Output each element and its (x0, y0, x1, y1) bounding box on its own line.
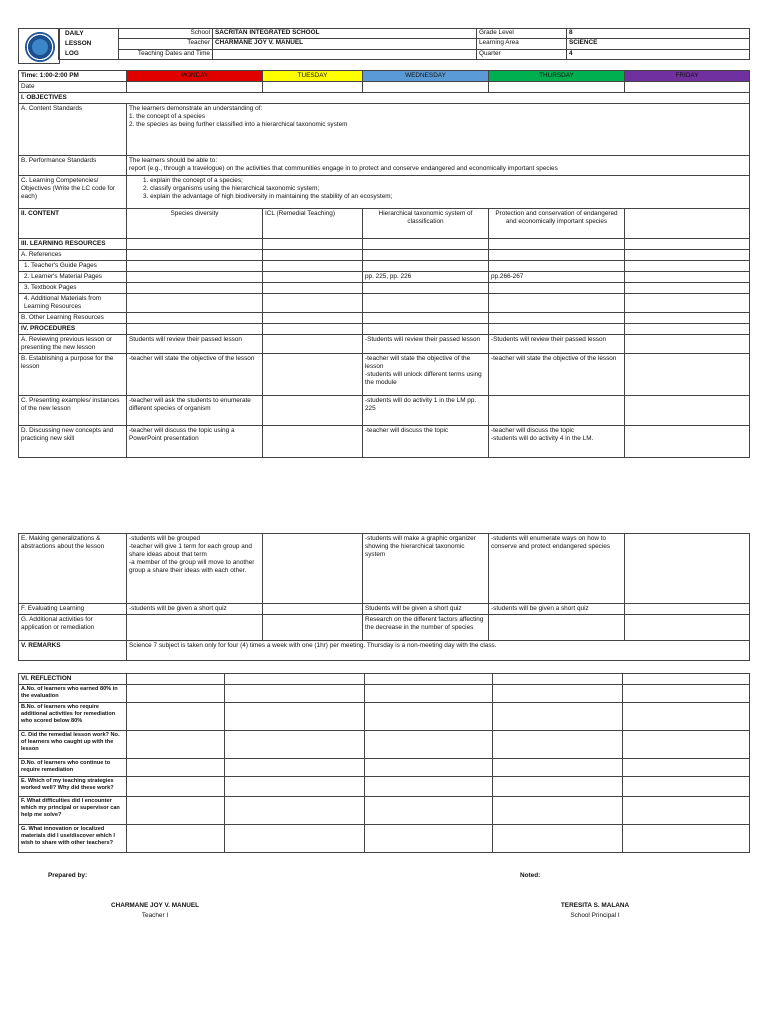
remarks-heading: V. REMARKS (19, 641, 127, 661)
procedure-cell: -teacher will discuss the topic (363, 426, 489, 458)
teacher-label: Teacher (119, 39, 213, 49)
date-cell (625, 82, 750, 93)
teaching-dates-label: Teaching Dates and Time (119, 49, 213, 59)
competencies-label: C. Learning Competencies/ Objectives (Write the LC code for each) (19, 176, 127, 209)
content-cell: ICL (Remedial Teaching) (263, 209, 363, 239)
procedure-row (19, 396, 750, 426)
procedure-cell: -students will be given a short quiz (127, 604, 263, 615)
reflection-row (19, 685, 750, 703)
procedure-row (19, 534, 750, 604)
procedure-row (19, 426, 750, 458)
procedure-cell (127, 615, 263, 641)
procedure-cell: Students will review their passed lesson (127, 335, 263, 354)
procedure-cell (489, 615, 625, 641)
reflection-label: C. Did the remedial lesson work? No. of learners who caught up with the lesson (19, 731, 127, 759)
time-cell: Time: 1:00-2:00 PM (19, 71, 127, 82)
procedure-cell (263, 534, 363, 604)
school-label: School (119, 29, 213, 39)
procedure-cell: -Students will review their passed lesson (363, 335, 489, 354)
procedure-label: F. Evaluating Learning (19, 604, 127, 615)
procedure-label: G. Additional activities for application or remediation (19, 615, 127, 641)
noter-name: TERESITA S. MALANA (560, 902, 630, 909)
reflection-row (19, 759, 750, 777)
date-cell (263, 82, 363, 93)
text-line: report (e.g., through a travelogue) on the activities that communities engage in to protect and conserve endangered and economically important species (129, 165, 558, 172)
reflection-heading: VI. REFLECTION (19, 674, 127, 685)
content-standards-text (127, 104, 750, 156)
other-resources-label: B. Other Learning Resources (19, 313, 127, 324)
procedure-cell: -students will enumerate ways on how to conserve and protect endangered species (489, 534, 625, 604)
procedure-cell: Research on the different factors affecting the decrease in the number of species (363, 615, 489, 641)
procedures-heading: IV. PROCEDURES (19, 324, 127, 335)
content-cell: Hierarchical taxonomic system of classification (363, 209, 489, 239)
performance-standards-text (127, 156, 750, 176)
procedure-cell (263, 426, 363, 458)
lm-cell (263, 272, 363, 283)
performance-standards-label: B. Performance Standards (19, 156, 127, 176)
procedure-label: E. Making generalizations & abstractions about the lesson (19, 534, 127, 604)
procedure-cell: Students will be given a short quiz (363, 604, 489, 615)
procedure-cell (625, 534, 750, 604)
procedure-cell: -students will do activity 1 in the LM pp. 225 (363, 396, 489, 426)
procedure-cell (263, 396, 363, 426)
text-line: The learners demonstrate an understanding of: (129, 105, 263, 112)
noted-label: Noted: (520, 872, 541, 879)
teaching-dates-value (213, 49, 477, 59)
procedure-cell: -teacher will state the objective of the lesson (127, 354, 263, 396)
reflection-row (19, 777, 750, 797)
day-thursday: THURSDAY (489, 71, 625, 82)
grade-level-label: Grade Level (477, 29, 567, 39)
text-line: 1. explain the concept of a species; (143, 177, 243, 184)
procedure-label: D. Discussing new concepts and practicing new skill (19, 426, 127, 458)
lm-cell (127, 272, 263, 283)
content-cell (625, 209, 750, 239)
school-logo-box (18, 28, 60, 64)
procedure-label: A. Reviewing previous lesson or presenting the new lesson (19, 335, 127, 354)
resources-heading: III. LEARNING RESOURCES (19, 239, 127, 250)
learning-area-label: Learning Area (477, 39, 567, 49)
tg-pages-label: 1. Teacher's Guide Pages (19, 261, 127, 272)
quarter-value: 4 (567, 49, 750, 59)
procedure-cell (263, 335, 363, 354)
procedure-cell (625, 604, 750, 615)
procedure-cell: -teacher will state the objective of the lesson -students will unlock different terms using the module (363, 354, 489, 396)
dll-title-line: DAILY (65, 30, 84, 37)
teacher-value: CHARMANE JOY V. MANUEL (213, 39, 477, 49)
procedure-label: C. Presenting examples/ instances of the new lesson (19, 396, 127, 426)
text-line: 3. explain the advantage of high biodiversity in maintaining the stability of an ecosystem; (143, 193, 393, 200)
day-friday: FRIDAY (625, 71, 750, 82)
procedure-cell: -students will make a graphic organizer showing the hierarchical taxonomic system (363, 534, 489, 604)
text-line: 1. the concept of a species (129, 113, 206, 120)
procedure-row (19, 615, 750, 641)
procedure-cell (625, 335, 750, 354)
reflection-label: B.No. of learners who require additional activities for remediation who scored below 80% (19, 703, 127, 731)
procedure-cell: -Students will review their passed lesson (489, 335, 625, 354)
reflection-label: G. What innovation or localized materials did I use/discover which I wish to share with other teachers? (19, 825, 127, 853)
noter-title: School Principal I (570, 912, 620, 919)
procedure-cell (263, 354, 363, 396)
lm-cell (625, 272, 750, 283)
content-cell: Protection and conservation of endangered and economically important species (489, 209, 625, 239)
content-standards-label: A. Content Standards (19, 104, 127, 156)
text-line: 2. the species as being further classified into a hierarchical taxonomic system (129, 121, 348, 128)
reflection-label: F. What difficulties did I encounter which my principal or supervisor can help me solve? (19, 797, 127, 825)
procedure-cell (625, 396, 750, 426)
date-cell (363, 82, 489, 93)
date-cell (127, 82, 263, 93)
lm-pages-label: 2. Learner's Material Pages (19, 272, 127, 283)
objectives-heading: I. OBJECTIVES (19, 93, 750, 104)
dll-title-line: LESSON (65, 40, 92, 47)
reflection-row (19, 797, 750, 825)
competencies-text (127, 176, 750, 209)
dll-title-line: LOG (65, 50, 79, 57)
references-label: A. References (19, 250, 127, 261)
reflection-label: E. Which of my teaching strategies worked well? Why did these work? (19, 777, 127, 797)
procedure-cell (625, 426, 750, 458)
day-wednesday: WEDNESDAY (363, 71, 489, 82)
day-header-row (19, 71, 750, 82)
procedure-label: B. Establishing a purpose for the lesson (19, 354, 127, 396)
procedure-cell: -students will be given a short quiz (489, 604, 625, 615)
grade-level-value: 8 (567, 29, 750, 39)
text-line: The learners should be able to: (129, 157, 218, 164)
procedure-cell: -teacher will discuss the topic using a PowerPoint presentation (127, 426, 263, 458)
text-line: 2. classify organisms using the hierarchical taxonomic system; (143, 185, 320, 192)
reflection-label: A.No. of learners who earned 80% in the evaluation (19, 685, 127, 703)
school-seal-icon (25, 32, 55, 62)
procedure-row (19, 604, 750, 615)
day-tuesday: TUESDAY (263, 71, 363, 82)
procedure-row (19, 335, 750, 354)
procedure-cell (625, 354, 750, 396)
prepared-by-label: Prepared by: (48, 872, 88, 879)
additional-materials-label: 4. Additional Materials from Learning Resources (19, 294, 127, 313)
procedure-cell: -teacher will discuss the topic -students will do activity 4 in the LM. (489, 426, 625, 458)
reflection-label: D.No. of learners who continue to require remediation (19, 759, 127, 777)
content-cell: Species diversity (127, 209, 263, 239)
procedure-cell (625, 615, 750, 641)
preparer-name: CHARMANE JOY V. MANUEL (110, 902, 200, 909)
procedure-cell (263, 604, 363, 615)
procedure-cell: -teacher will state the objective of the lesson (489, 354, 625, 396)
lm-cell: pp.266-267 (489, 272, 625, 283)
date-cell (489, 82, 625, 93)
procedure-cell: -students will be grouped -teacher will give 1 term for each group and share ideas about that term -a member of the group will move to another group a share their ideas with each other. (127, 534, 263, 604)
content-heading: II. CONTENT (19, 209, 127, 239)
quarter-label: Quarter (477, 49, 567, 59)
procedure-cell (489, 396, 625, 426)
procedure-cell: -teacher will ask the students to enumerate different species of organism (127, 396, 263, 426)
date-row (19, 82, 750, 93)
date-label: Date (19, 82, 127, 93)
procedure-cell (263, 615, 363, 641)
textbook-pages-label: 3. Textbook Pages (19, 283, 127, 294)
day-monday: MONDAY (127, 71, 263, 82)
remarks-text: Science 7 subject is taken only for four (4) times a week with one (1hr) per meeting. Thursday is a non-meeting day with the class. (127, 641, 750, 661)
reflection-row (19, 825, 750, 853)
dll-title (59, 29, 119, 60)
preparer-title: Teacher I (141, 912, 169, 919)
procedure-row (19, 354, 750, 396)
reflection-row (19, 731, 750, 759)
school-value: SACRITAN INTEGRATED SCHOOL (213, 29, 477, 39)
reflection-row (19, 703, 750, 731)
lm-cell: pp. 225, pp. 226 (363, 272, 489, 283)
learning-area-value: SCIENCE (567, 39, 750, 49)
